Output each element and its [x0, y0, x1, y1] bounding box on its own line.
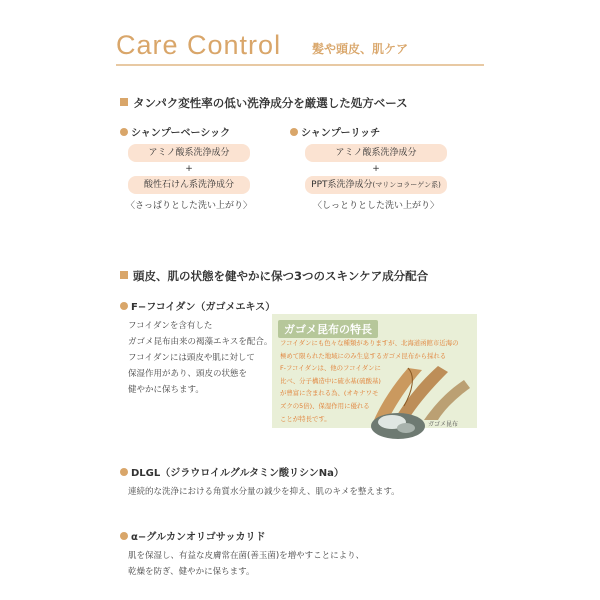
section1-heading-text: タンパク変性率の低い洗浄成分を厳選した処方ベース [133, 96, 408, 110]
page-subtitle: 髪や頭皮、肌ケア [312, 42, 409, 56]
gagome-box-title: ガゴメ昆布の特長 [278, 320, 378, 338]
gagome-line: 極めて限られた地域にのみ生息するガゴメ昆布から採れる [280, 351, 447, 360]
rich-ingredient-2-main: PPT系洗浄成分 [311, 180, 373, 190]
basic-ingredient-1: アミノ酸系洗浄成分 [128, 144, 250, 162]
fucoidan-line: 保湿作用があり、頭皮の状態を [128, 369, 248, 379]
fucoidan-line: 健やかに保ちます。 [128, 385, 204, 395]
basic-label-text: シャンプーベーシック [131, 128, 231, 139]
fucoidan-line: フコイダンには頭皮や肌に対して [128, 353, 255, 363]
square-bullet-icon [120, 271, 128, 279]
rich-note: 〈しっとりとした洗い上がり〉 [312, 201, 439, 211]
gagome-line: 比べ、分子構造中に硫水基(硫酸基) [280, 376, 381, 385]
title-divider [116, 64, 484, 66]
gagome-box-text [280, 337, 475, 425]
circle-bullet-icon [120, 302, 128, 310]
alpha-glucan-label-text: α−グルカンオリゴサッカリド [131, 532, 266, 543]
gagome-line: ズクの5倍)、保湿作用に優れる [280, 401, 370, 410]
basic-plus: + [185, 164, 193, 174]
alpha-glucan-line: 乾燥を防ぎ、健やかに保ちます。 [128, 567, 255, 577]
alpha-glucan-description [128, 548, 468, 580]
basic-label [120, 124, 230, 139]
section2-heading-text: 頭皮、肌の状態を健やかに保つ3つのスキンケア成分配合 [133, 269, 429, 283]
dlgl-label-text: DLGL（ジラウロイルグルタミン酸リシンNa） [131, 468, 344, 479]
page-title: Care Control [116, 30, 282, 60]
fucoidan-description [128, 318, 278, 398]
dlgl-label [120, 464, 344, 479]
square-bullet-icon [120, 98, 128, 106]
dlgl-description: 連続的な洗浄における角質水分量の減少を抑え、肌のキメを整えます。 [128, 487, 400, 497]
fucoidan-label [120, 298, 275, 313]
gagome-line: フコイダンにも色々な種類がありますが、北海道函館市近海の [280, 339, 459, 347]
basic-note: 〈さっぱりとした洗い上がり〉 [125, 201, 252, 211]
rich-ingredient-2 [305, 176, 447, 194]
alpha-glucan-line: 肌を保湿し、有益な皮膚常在菌(善玉菌)を増やすことにより、 [128, 551, 365, 561]
alpha-glucan-label [120, 528, 266, 543]
section2-heading [120, 268, 428, 284]
rich-label [290, 124, 380, 139]
gagome-line: F-フコイダンは、他のフコイダンに [280, 364, 381, 373]
circle-bullet-icon [290, 128, 298, 136]
circle-bullet-icon [120, 128, 128, 136]
gagome-line: が豊富に含まれる為、(オキナワモ [280, 389, 379, 398]
rich-plus: + [372, 164, 380, 174]
circle-bullet-icon [120, 532, 128, 540]
fucoidan-label-text: F−フコイダン（ガゴメエキス） [131, 302, 276, 313]
photo-caption: ガゴメ昆布 [428, 421, 459, 428]
fucoidan-line: フコイダンを含有した [128, 321, 213, 331]
rich-ingredient-2-small: (マリンコラーゲン系) [372, 181, 441, 189]
basic-ingredient-2: 酸性石けん系洗浄成分 [128, 176, 250, 194]
circle-bullet-icon [120, 468, 128, 476]
gagome-line: ことが特長です。 [280, 414, 331, 423]
fucoidan-line: ガゴメ昆布由来の褐藻エキスを配合。 [128, 337, 273, 347]
rich-ingredient-1: アミノ酸系洗浄成分 [305, 144, 447, 162]
rich-label-text: シャンプーリッチ [301, 128, 381, 139]
section1-heading [120, 95, 408, 111]
